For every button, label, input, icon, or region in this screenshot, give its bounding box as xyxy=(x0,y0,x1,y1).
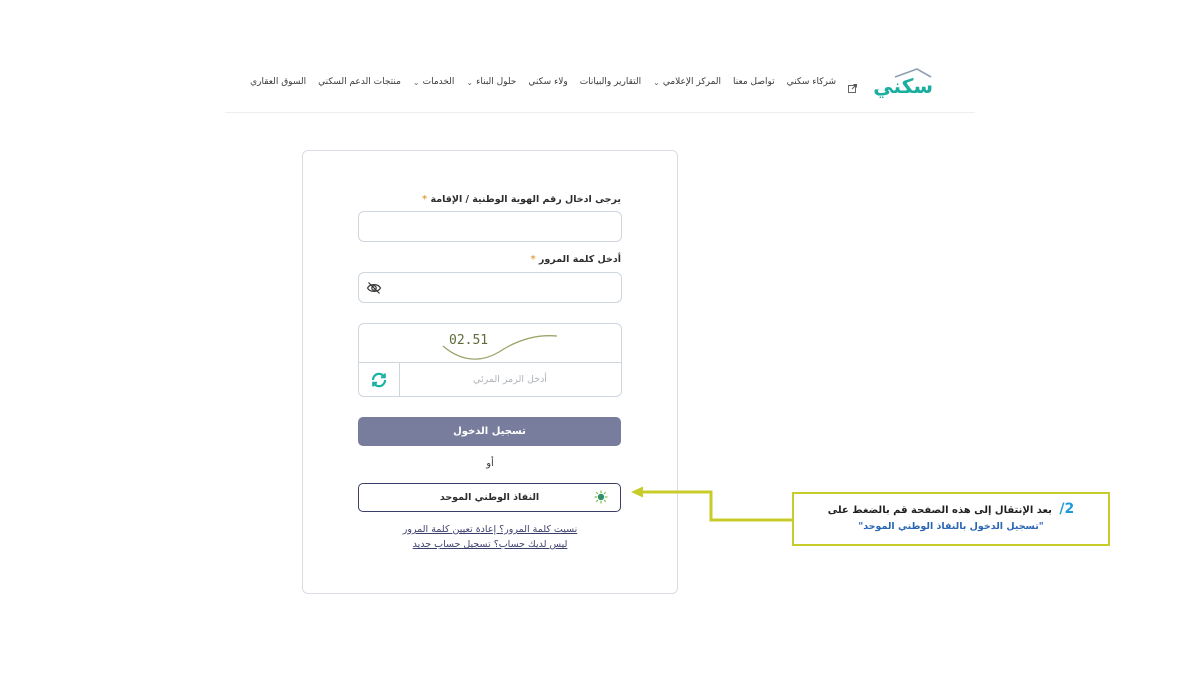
nav-label: الخدمات xyxy=(422,77,455,87)
callout-line-2: "تسجيل الدخول بالنفاذ الوطني الموحد" xyxy=(858,521,1044,532)
site-header xyxy=(225,62,975,113)
chevron-down-icon: ⌄ xyxy=(412,77,420,87)
nav-label: حلول البناء xyxy=(476,77,517,87)
password-input[interactable] xyxy=(358,272,622,303)
chevron-down-icon: ⌄ xyxy=(653,77,660,87)
external-link-icon[interactable] xyxy=(848,78,857,87)
nav-real-estate-market[interactable] xyxy=(244,77,312,87)
id-field-label xyxy=(419,194,621,205)
or-divider: أو xyxy=(486,458,494,469)
refresh-icon xyxy=(370,371,388,389)
refresh-captcha-button[interactable] xyxy=(359,363,400,397)
nav-building-solutions[interactable] xyxy=(460,77,522,87)
captcha-input[interactable]: أدخل الرمز المرئي xyxy=(473,374,547,385)
nav-contact-us[interactable] xyxy=(727,77,781,87)
chevron-down-icon: ⌄ xyxy=(466,77,474,87)
login-card xyxy=(302,150,678,594)
nav-label: ولاء سكني xyxy=(528,77,568,87)
nav-label: التقارير والبيانات xyxy=(579,77,642,87)
required-mark: * xyxy=(530,254,536,265)
nafath-button-label: النفاذ الوطني الموحد xyxy=(439,492,540,503)
captcha-text: 02.51 xyxy=(449,333,489,348)
sakani-logo[interactable] xyxy=(873,68,933,98)
nav-reports-data[interactable] xyxy=(574,77,647,87)
nav-sakani-partners[interactable] xyxy=(781,77,842,87)
nav-label: السوق العقاري xyxy=(250,77,307,87)
id-label-text: يرجى ادخال رقم الهوية الوطنية / الإقامة xyxy=(430,194,621,205)
step-number: 2/ xyxy=(1059,501,1075,517)
nav-label: شركاء سكني xyxy=(786,77,836,87)
captcha-row xyxy=(359,362,621,397)
callout-line-1 xyxy=(794,501,1108,517)
eye-slash-icon[interactable] xyxy=(366,280,382,296)
nav-label: تواصل معنا xyxy=(733,77,775,87)
nafath-login-button[interactable] xyxy=(358,483,621,512)
nafath-logo-icon xyxy=(594,490,608,504)
instruction-callout xyxy=(792,492,1110,546)
required-mark: * xyxy=(422,194,428,205)
nav-sakani-loyalty[interactable] xyxy=(522,77,573,87)
login-button[interactable]: تسجيل الدخول xyxy=(358,417,621,446)
callout-text: بعد الإنتقال إلى هذه الصفحة قم بالضغط على xyxy=(827,505,1052,516)
main-nav xyxy=(244,77,863,87)
nav-media-center[interactable] xyxy=(647,77,727,87)
nav-support-products[interactable] xyxy=(312,77,407,87)
annotation-arrow-icon xyxy=(630,486,795,526)
national-id-input[interactable] xyxy=(358,211,622,242)
forgot-password-link[interactable]: نسيت كلمة المرور؟ إعادة تعيين كلمة المرور xyxy=(402,524,578,535)
register-link[interactable]: ليس لديك حساب؟ تسجيل حساب جديد xyxy=(412,539,568,550)
captcha-image xyxy=(439,324,559,362)
nav-label: المركز الإعلامي xyxy=(662,77,722,87)
nav-label: منتجات الدعم السكني xyxy=(318,77,401,87)
password-field-label xyxy=(528,254,621,265)
nav-services[interactable] xyxy=(407,77,461,87)
logo-text: سكني xyxy=(873,74,933,98)
password-label-text: أدخل كلمة المرور xyxy=(538,254,621,265)
captcha-box xyxy=(358,323,622,397)
